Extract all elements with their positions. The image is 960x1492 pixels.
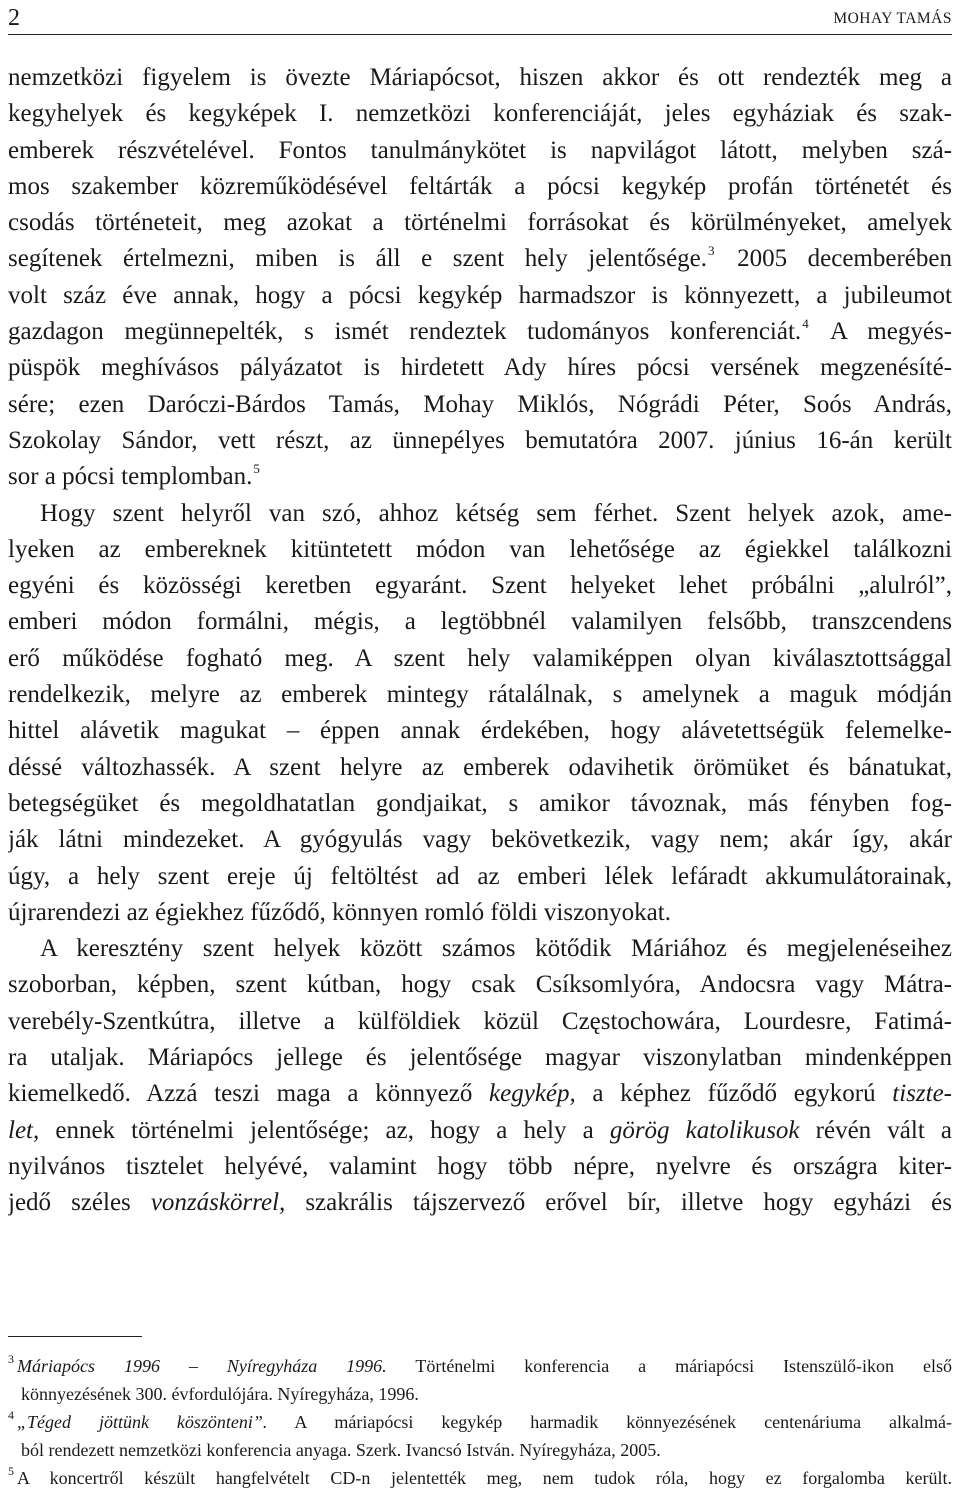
text-run: A máriapócsi kegykép harmadik könnyezésének centenáriuma alkalmá- xyxy=(267,1412,952,1432)
body-line xyxy=(8,895,952,931)
body-line xyxy=(8,859,952,895)
body-text xyxy=(8,60,952,1222)
text-run: verebély-Szentkútra, illetve a külföldiek közül Częstochowára, Lourdesre, Fatimá- xyxy=(8,1007,952,1035)
text-run: egyéni és közösségi keretben egyaránt. Szent helyeket lehet próbálni „alulról”, xyxy=(8,572,952,600)
footnote-line xyxy=(8,1380,952,1408)
footnote-reference: 5 xyxy=(253,461,260,477)
text-run: sére; ezen Daróczi-Bárdos Tamás, Mohay Miklós, Nógrádi Péter, Soós András, xyxy=(8,390,952,418)
text-run: emberek részvételével. Fontos tanulmánykötet is napvilágot látott, melyben szá- xyxy=(8,136,952,164)
body-line xyxy=(8,459,952,495)
body-line xyxy=(8,496,952,532)
body-line xyxy=(8,1149,952,1185)
footnote xyxy=(8,1352,952,1408)
running-head: MOHAY TAMÁS xyxy=(833,10,952,27)
text-run: szakrális tájszervező erővel bír, illetve hogy egyházi és xyxy=(285,1189,952,1217)
footnote-line xyxy=(8,1408,952,1436)
footnote-reference: 3 xyxy=(708,243,715,259)
italic-text: görög katolikusok xyxy=(609,1116,800,1144)
body-line xyxy=(8,96,952,132)
italic-text: tiszte- xyxy=(892,1080,952,1108)
text-run: nemzetközi figyelem is övezte Máriapócsot, hiszen akkor és ott rendezték meg a xyxy=(8,64,952,91)
text-run: Szokolay Sándor, vett részt, az ünnepélyes bemutatóra 2007. június 16-án került xyxy=(8,426,952,454)
body-line xyxy=(8,1004,952,1040)
body-line xyxy=(8,1076,952,1112)
page-number: 2 xyxy=(8,5,20,31)
text-run: szoborban, képben, szent kútban, hogy csak Csíksomlyóra, Andocsra vagy Mátra- xyxy=(8,971,952,999)
text-run: rendelkezik, melyre az emberek mintegy rátalálnak, s amelynek a maguk módján xyxy=(8,681,952,709)
body-line xyxy=(8,786,952,822)
text-run: emberi módon formálni, mégis, a legtöbbnél valamilyen felsőbb, transzcendens xyxy=(8,608,952,636)
body-line xyxy=(8,133,952,169)
text-run: volt száz éve annak, hogy a pócsi kegykép harmadszor is könnyezett, a jubileumot xyxy=(8,281,952,309)
body-line xyxy=(8,60,952,96)
body-line xyxy=(8,931,952,967)
body-line xyxy=(8,1185,952,1221)
text-run: lyeken az embereknek kitüntetett módon van lehetősége az égiekkel találkozni xyxy=(8,535,952,563)
body-line xyxy=(8,1040,952,1076)
text-run: ják látni mindezeket. A gyógyulás vagy bekövetkezik, vagy nem; akár így, akár xyxy=(8,826,952,854)
text-run: segítenek értelmezni, miben is áll e szent hely jelentősége. xyxy=(8,245,708,273)
text-run: ra utaljak. Máriapócs jellege és jelentősége magyar viszonylatban mindenképpen xyxy=(8,1044,952,1072)
body-line xyxy=(8,423,952,459)
italic-text: kegykép, xyxy=(489,1080,576,1108)
body-line xyxy=(8,1113,952,1149)
footnote-line xyxy=(8,1436,952,1464)
footnote-line xyxy=(8,1352,952,1380)
body-line xyxy=(8,568,952,604)
text-run: erő működése fogható meg. A szent hely valamiképpen olyan kiválasztottsággal xyxy=(8,644,952,672)
text-run: kegyhelyek és kegyképek I. nemzetközi konferenciáját, jeles egyháziak és szak- xyxy=(8,100,952,128)
body-line xyxy=(8,822,952,858)
text-run: ennek történelmi jelentősége; az, hogy a hely a xyxy=(39,1116,610,1144)
text-run: ból rendezett nemzetközi konferencia anyaga. Szerk. Ivancsó István. Nyíregyháza, 2005. xyxy=(21,1440,661,1460)
italic-text: Máriapócs 1996 – Nyíregyháza 1996. xyxy=(17,1356,387,1376)
text-run: révén vált a xyxy=(799,1116,952,1144)
body-line xyxy=(8,314,952,350)
text-run: betegségüket és megoldhatatlan gondjaikat, s amikor távoznak, más fényben fog- xyxy=(8,789,952,817)
body-line xyxy=(8,169,952,205)
footnote-separator xyxy=(8,1336,142,1337)
text-run: gazdagon megünnepelték, s ismét rendeztek tudományos konferenciát. xyxy=(8,318,802,346)
page-header xyxy=(8,4,952,35)
body-line xyxy=(8,241,952,277)
body-line xyxy=(8,967,952,1003)
text-run: 2005 decemberében xyxy=(716,245,952,273)
body-line xyxy=(8,750,952,786)
footnote-number: 3 xyxy=(8,1352,14,1366)
text-run: csodás történeteit, meg azokat a történelmi forrásokat és körülményeket, amelyek xyxy=(8,209,952,237)
body-line xyxy=(8,532,952,568)
body-line xyxy=(8,677,952,713)
body-line xyxy=(8,205,952,241)
text-run: úgy, a hely szent ereje új feltöltést ad az emberi lélek lefáradt akkumulátorainak, xyxy=(8,862,952,890)
italic-text: let, xyxy=(8,1116,40,1144)
body-line xyxy=(8,641,952,677)
text-run: hittel alávetik magukat – éppen annak érdekében, hogy alávetettségük felemelke- xyxy=(8,717,952,745)
text-run: A megyés- xyxy=(810,318,952,346)
text-run: nyilvános tisztelet helyévé, valamint hogy több népre, nyelvre és országra kiter- xyxy=(8,1152,952,1180)
text-run: kiemelkedő. Azzá teszi maga a könnyező xyxy=(8,1080,490,1108)
body-line xyxy=(8,387,952,423)
text-run: újrarendezi az égiekhez fűződő, könnyen romló földi viszonyokat. xyxy=(8,898,671,926)
text-run: Hogy szent helyről van szó, ahhoz kétség sem férhet. Szent helyek azok, ame- xyxy=(40,499,952,527)
body-line xyxy=(8,350,952,386)
text-run: Történelmi konferencia a máriapócsi Istenszülő-ikon első xyxy=(386,1356,952,1376)
text-run: A koncertről készült hangfelvételt CD-n jelentették meg, nem tudok róla, hogy ez forgalomba került. xyxy=(17,1468,952,1488)
text-run: mos szakember közreműködésével feltárták a pócsi kegykép profán történetét és xyxy=(8,172,952,200)
footnote-number: 5 xyxy=(8,1464,14,1478)
italic-text: vonzáskörrel, xyxy=(150,1189,286,1217)
text-run: jedő széles xyxy=(8,1189,151,1217)
text-run: A keresztény szent helyek között számos kötődik Máriához és megjelenéseihez xyxy=(40,935,952,963)
text-run: könnyezésének 300. évfordulójára. Nyíregyháza, 1996. xyxy=(21,1384,419,1404)
text-run: déssé változhassék. A szent helyre az emberek odavihetik örömüket és bánatukat, xyxy=(8,753,952,781)
footnote-number: 4 xyxy=(8,1408,14,1422)
body-line xyxy=(8,713,952,749)
footnote-reference: 4 xyxy=(802,316,809,332)
body-line xyxy=(8,604,952,640)
italic-text: „Téged jöttünk köszönteni”. xyxy=(17,1412,268,1432)
footnote xyxy=(8,1408,952,1464)
text-run: püspök meghívásos pályázatot is hirdetett Ady híres pócsi versének megzenésíté- xyxy=(8,354,952,382)
text-run: a képhez fűződő egykorú xyxy=(575,1080,893,1108)
body-line xyxy=(8,278,952,314)
text-run: sor a pócsi templomban. xyxy=(8,463,253,491)
